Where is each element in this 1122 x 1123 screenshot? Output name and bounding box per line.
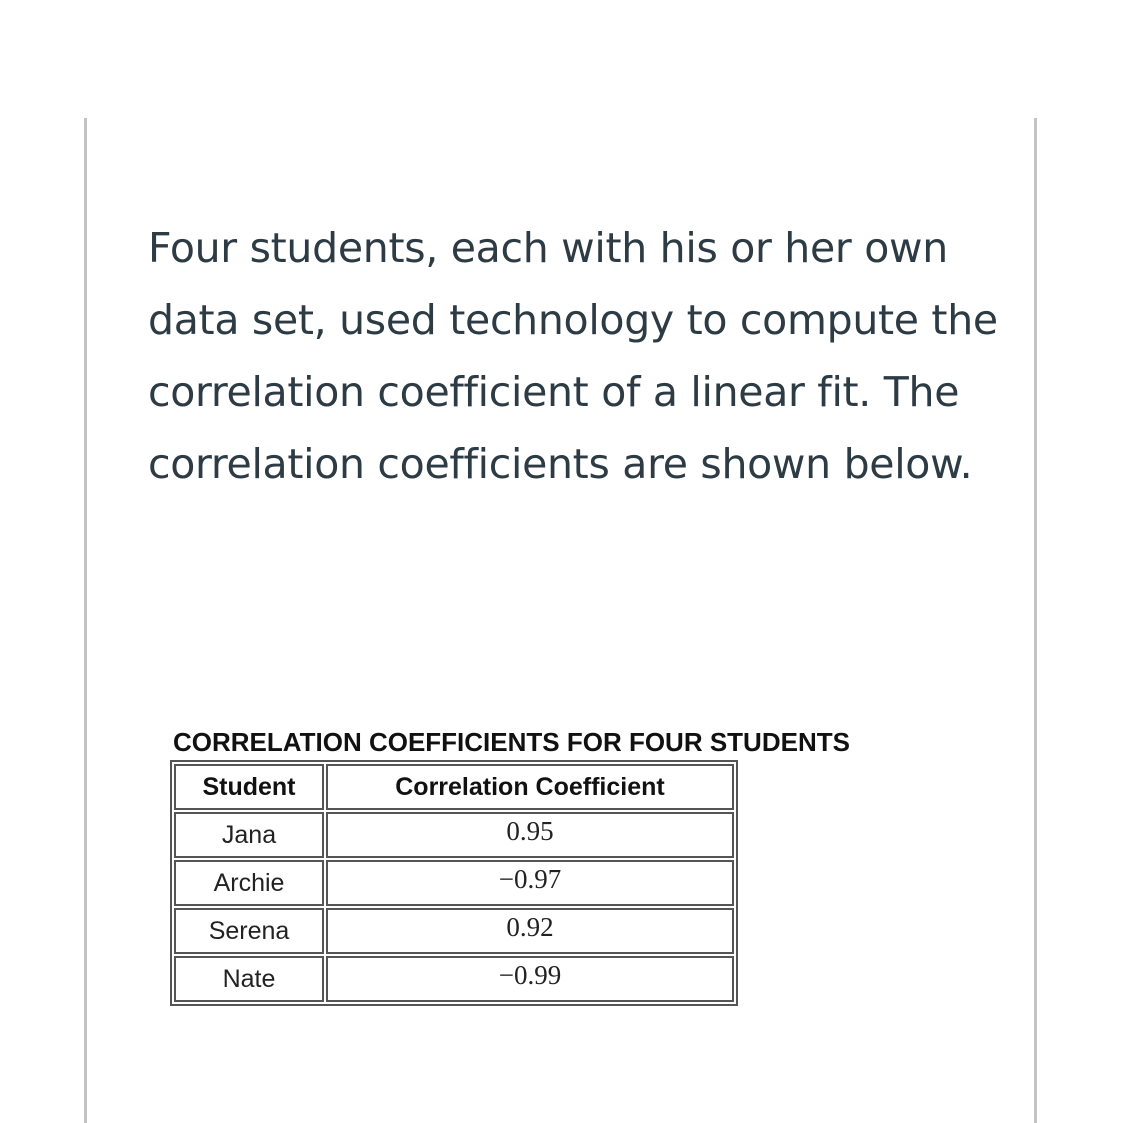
left-border-line: [84, 118, 87, 1123]
table-header-row: [174, 764, 734, 810]
table-row: [174, 860, 734, 906]
table-row: [174, 956, 734, 1002]
student-name-cell: Jana: [174, 812, 324, 858]
header-correlation-coefficient: Correlation Coefficient: [326, 764, 734, 810]
table-row: [174, 812, 734, 858]
correlation-table: [170, 760, 738, 1006]
coefficient-cell: −0.99: [326, 956, 734, 1002]
right-border-line: [1034, 118, 1037, 1123]
question-text: Four students, each with his or her own data set, used technology to compute the correlation coefficient of a linear fit. The correlation coefficients are shown below.: [148, 224, 998, 488]
student-name-cell: Serena: [174, 908, 324, 954]
table-title: CORRELATION COEFFICIENTS FOR FOUR STUDENTS: [173, 727, 850, 757]
coefficient-cell: 0.95: [326, 812, 734, 858]
header-student: Student: [174, 764, 324, 810]
coefficient-cell: 0.92: [326, 908, 734, 954]
coefficient-cell: −0.97: [326, 860, 734, 906]
table-row: [174, 908, 734, 954]
student-name-cell: Nate: [174, 956, 324, 1002]
student-name-cell: Archie: [174, 860, 324, 906]
